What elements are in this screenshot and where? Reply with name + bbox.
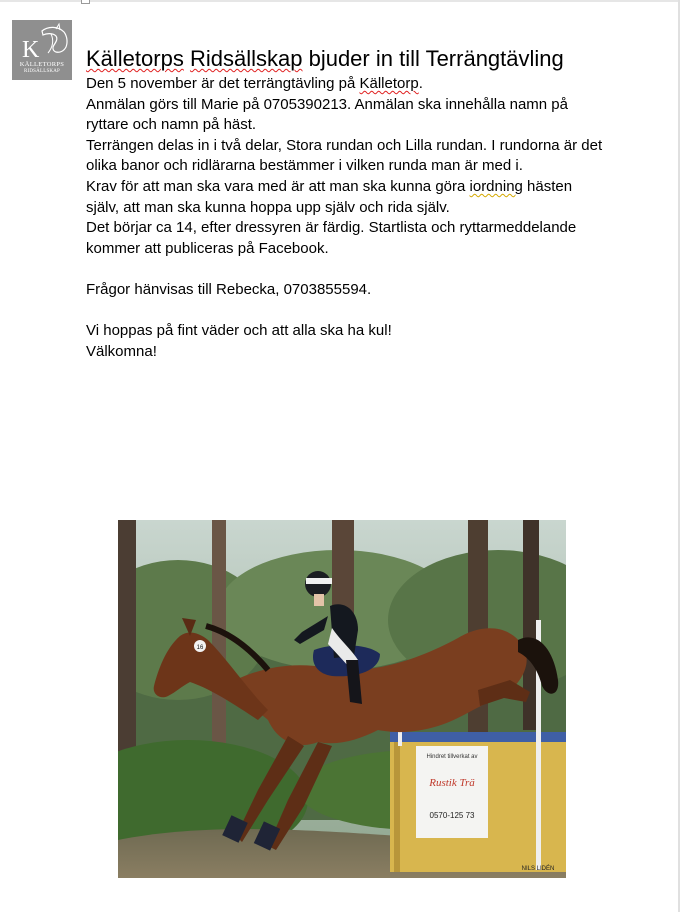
text-span: Den 5 november är det terrängtävling på [86, 75, 360, 92]
paragraph-line: Det börjar ca 14, efter dressyren är färdig. Startlista och ryttarmeddelande [86, 219, 577, 237]
text-span: hästen [522, 177, 573, 195]
sign-line3: 0570-125 73 [429, 811, 475, 820]
blank-line [86, 301, 646, 322]
logo-letter: K [22, 37, 40, 63]
paragraph-line: Frågor hänvisas till Rebecka, 0703855594. [86, 280, 372, 298]
photo-illustration [118, 520, 566, 878]
page-top-edge [0, 0, 680, 2]
blank-line [86, 259, 646, 280]
paragraph-line: ryttare och namn på häst. [86, 116, 257, 134]
title-word-ridsallskap: Ridsällskap [189, 46, 303, 71]
sign-line1: Hindret tillverkat av [426, 754, 478, 760]
paragraph-line: Terrängen delas in i två delar, Stora rundan och Lilla rundan. I rundorna är det [86, 136, 603, 154]
grammar-flagged-word: iordning [469, 177, 523, 195]
photo-credit: NILS LIDÉN [521, 866, 555, 872]
sign-line2: Rustik Trä [429, 777, 475, 789]
page-corner-mark [81, 0, 90, 4]
paragraph-line: olika banor och ridlärarna bestämmer i vilken runda man är med i. [86, 157, 523, 175]
misspelled-word: Källetorp [359, 75, 419, 92]
title-word-kalletorps: Källetorps [86, 46, 184, 71]
bib-number: 16 [196, 645, 204, 651]
logo-text-line2: RIDSÄLLSKAP [23, 69, 61, 74]
paragraph-line: kommer att publiceras på Facebook. [86, 239, 329, 257]
paragraph-line: Välkomna! [86, 342, 157, 360]
paragraph-line: själv, att man ska kunna hoppa upp själv och rida själv. [86, 198, 450, 216]
paragraph-line: Anmälan görs till Marie på 0705390213. Anmälan ska innehålla namn på [86, 95, 568, 113]
paragraph-line [86, 74, 646, 95]
paragraph-line: Vi hoppas på fint väder och att alla ska ha kul! [86, 322, 392, 340]
club-logo [12, 20, 72, 80]
logo-text-line1: KÄLLETORPS [19, 61, 65, 68]
paragraph-line [86, 177, 646, 198]
page-title [86, 44, 564, 74]
text-span: Krav för att man ska vara med är att man ska kunna göra [86, 177, 470, 195]
text-span: . [418, 75, 423, 92]
invitation-body [86, 74, 646, 362]
horse-jump-photo [118, 520, 566, 878]
title-rest: bjuder in till Terrängtävling [302, 46, 564, 71]
